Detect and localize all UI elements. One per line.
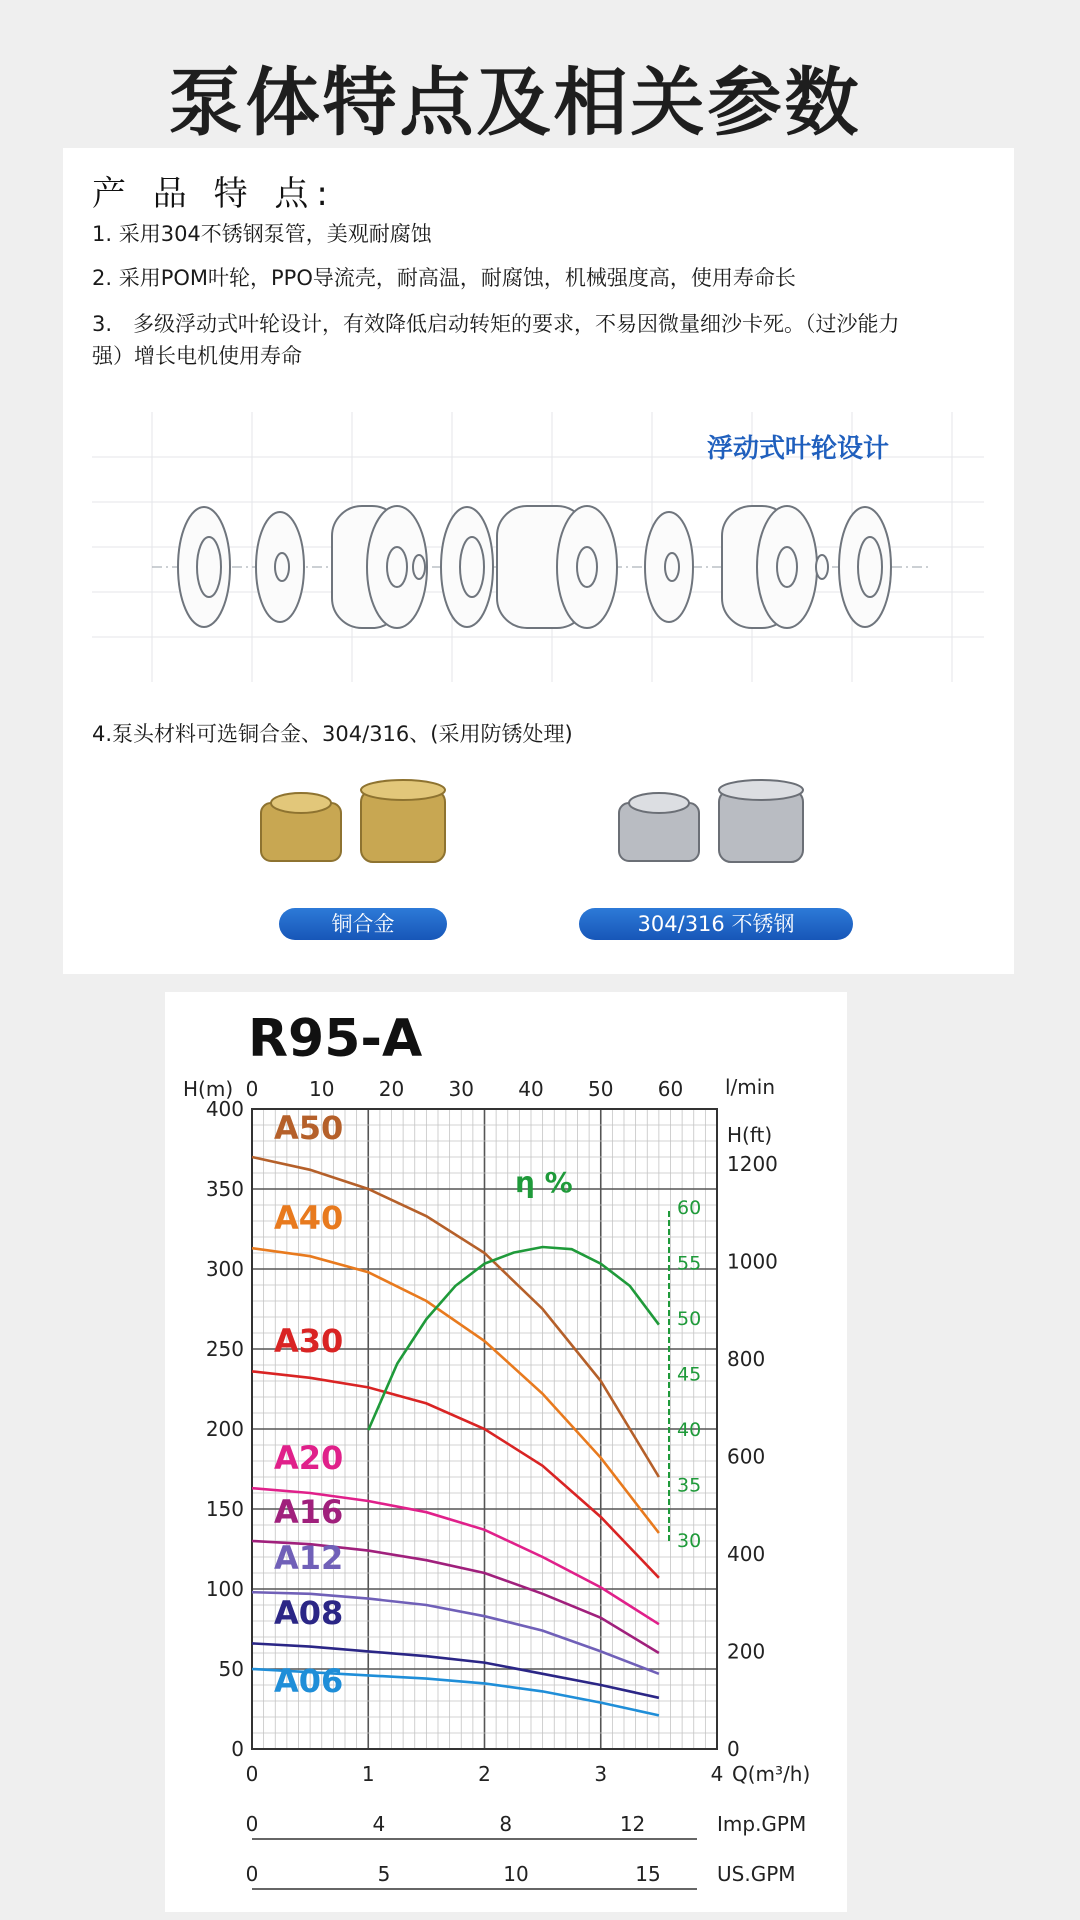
materials-note: 4.泵头材料可选铜合金、304/316、(采用防锈处理) [92, 722, 573, 746]
right-tick-label: 1000 [727, 1249, 778, 1274]
top-tick-label: 30 [448, 1077, 474, 1101]
us-gpm-axis-tick-label: 0 [245, 1862, 259, 1886]
right-tick-label: 0 [727, 1737, 740, 1761]
curve-label-a16: A16 [274, 1493, 344, 1531]
us-gpm-axis-tick-label: 5 [377, 1862, 391, 1886]
efficiency-tick-label: 45 [677, 1363, 702, 1386]
efficiency-tick-label: 55 [677, 1252, 702, 1275]
impeller-diagram [92, 412, 984, 682]
right-tick-label: 400 [727, 1541, 766, 1566]
x-tick-label: 0 [245, 1762, 259, 1786]
curve-label-a08: A08 [274, 1594, 344, 1632]
y-tick-label: 50 [218, 1657, 244, 1681]
features-heading: 产 品 特 点: [92, 174, 336, 214]
imp-gpm-axis-tick-label: 0 [245, 1812, 259, 1836]
impeller-design-title: 浮动式叶轮设计 [707, 434, 890, 464]
right-tick-label: 200 [727, 1639, 766, 1664]
efficiency-tick-label: 40 [677, 1419, 702, 1442]
imp-gpm-axis-tick-label: 12 [619, 1812, 646, 1836]
x-tick-label: 4 [710, 1762, 724, 1786]
top-tick-label: 0 [245, 1077, 259, 1101]
top-tick-label: 20 [378, 1077, 405, 1101]
stainless-steel-parts [611, 778, 831, 878]
right-tick-label: 800 [727, 1346, 766, 1371]
pump-curve-panel [165, 992, 847, 1912]
chart-title: R95-A [248, 1009, 423, 1069]
curve-label-a50: A50 [274, 1109, 344, 1147]
efficiency-tick-label: 60 [677, 1197, 702, 1220]
y-axis-label: H(m) [183, 1077, 234, 1101]
y-tick-label: 0 [231, 1737, 244, 1761]
curve-label-a40: A40 [274, 1199, 344, 1237]
top-tick-label: 60 [657, 1077, 684, 1101]
curve-label-a30: A30 [274, 1322, 344, 1360]
feature-item-3: 3. 多级浮动式叶轮设计，有效降低启动转矩的要求，不易因微量细沙卡死。（过沙能力 [92, 312, 900, 336]
efficiency-tick-label: 35 [677, 1474, 702, 1497]
imp-gpm-axis-label: Imp.GPM [717, 1812, 807, 1836]
x-tick-label: 2 [478, 1762, 491, 1786]
us-gpm-axis-tick-label: 10 [503, 1862, 529, 1886]
feature-item-1: 1. 采用304不锈钢泵管，美观耐腐蚀 [92, 222, 432, 246]
x-tick-label: 1 [361, 1762, 375, 1786]
us-gpm-axis-label: US.GPM [717, 1862, 796, 1886]
top-tick-label: 10 [309, 1077, 335, 1101]
right-tick-label: 1200 [727, 1151, 778, 1176]
impeller-parts [178, 506, 891, 628]
top-axis-label: l/min [725, 1075, 776, 1099]
pump-curve-chart [165, 992, 847, 1912]
y-tick-label: 100 [205, 1577, 244, 1601]
y-tick-label: 200 [205, 1417, 244, 1441]
imp-gpm-axis-tick-label: 4 [372, 1812, 386, 1836]
copper-alloy-parts [253, 778, 473, 878]
us-gpm-axis-tick-label: 15 [635, 1862, 661, 1886]
curve-a40 [252, 1248, 659, 1533]
efficiency-label: η % [515, 1166, 573, 1199]
y-tick-label: 150 [205, 1497, 244, 1521]
curve-label-a06: A06 [274, 1662, 344, 1700]
y-tick-label: 400 [205, 1097, 244, 1121]
feature-item-3-continued: 强）增长电机使用寿命 [92, 344, 302, 368]
y-tick-label: 250 [205, 1337, 244, 1361]
y-tick-label: 300 [205, 1257, 244, 1281]
stainless-steel-badge: 304/316 不锈钢 [579, 908, 853, 940]
feature-item-2: 2. 采用POM叶轮，PPO导流壳，耐高温，耐腐蚀，机械强度高，使用寿命长 [92, 266, 796, 290]
y-tick-label: 350 [205, 1177, 244, 1201]
efficiency-tick-label: 30 [677, 1530, 702, 1552]
curve-label-a20: A20 [274, 1439, 344, 1477]
page-title: 泵体特点及相关参数 [168, 60, 862, 146]
features-card [63, 148, 1014, 974]
copper-alloy-badge: 铜合金 [279, 908, 447, 940]
top-tick-label: 50 [588, 1077, 614, 1101]
x-tick-label: 3 [594, 1762, 608, 1786]
right-tick-label: 600 [727, 1444, 766, 1469]
imp-gpm-axis-tick-label: 8 [499, 1812, 513, 1836]
efficiency-tick-label: 50 [677, 1308, 702, 1331]
curve-label-a12: A12 [274, 1539, 344, 1577]
top-tick-label: 40 [518, 1077, 544, 1101]
x-axis-label: Q(m³/h) [732, 1762, 811, 1786]
right-axis-label: H(ft) [727, 1123, 773, 1147]
